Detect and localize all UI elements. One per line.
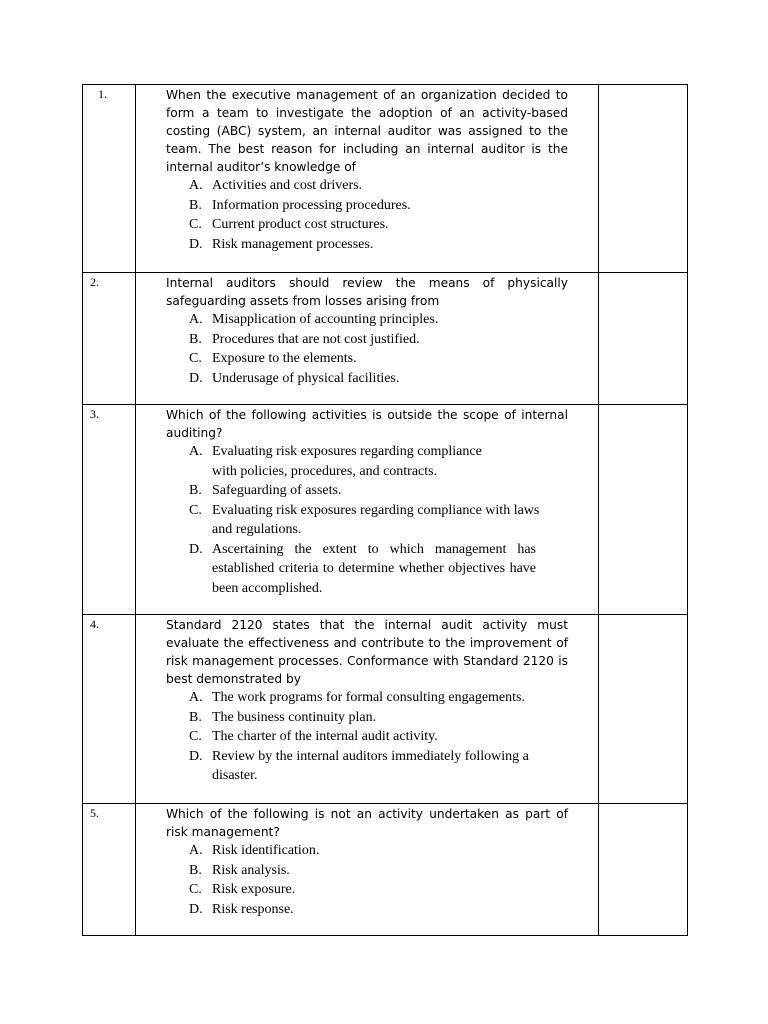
answer-cell[interactable]: [599, 804, 688, 936]
option-item: [189, 349, 568, 369]
question-number: 5.: [90, 806, 99, 820]
option-letter: C.: [189, 351, 202, 366]
option-letter: B.: [189, 709, 202, 725]
question-number-cell: [83, 615, 136, 804]
option-item: [189, 727, 568, 747]
option-item: [189, 747, 568, 786]
option-text: Information processing procedures.: [212, 197, 411, 213]
option-item: [189, 540, 568, 599]
option-text: Evaluating risk exposures regarding compliance with laws and regulations.: [212, 502, 540, 537]
option-text: Ascertaining the extent to which management has established criteria to determine whether objectives have been accomplished.: [212, 541, 536, 596]
option-text: The business continuity plan.: [212, 709, 377, 725]
option-letter: B.: [189, 197, 202, 213]
question-stem: When the executive management of an organization decided to form a team to investigate the adoption of an activity-based costing (ABC) system, an internal auditor was assigned to the team. The best reason for including an internal auditor is the internal auditor’s knowledge of: [166, 88, 568, 174]
question-stem: Which of the following activities is outside the scope of internal auditing?: [166, 408, 568, 440]
option-letter: A.: [189, 843, 203, 858]
option-text: Risk response.: [212, 901, 294, 917]
option-text: Procedures that are not cost justified.: [212, 331, 420, 347]
option-letter: C.: [189, 729, 202, 744]
option-letter: D.: [189, 901, 203, 917]
answer-cell[interactable]: [599, 405, 688, 615]
question-number: 3.: [90, 407, 99, 421]
option-letter: D.: [189, 236, 203, 252]
question-number-cell: [83, 405, 136, 615]
option-letter: A.: [189, 690, 203, 705]
option-text: Review by the internal auditors immediately following a disaster.: [212, 748, 529, 783]
answer-cell[interactable]: [599, 273, 688, 405]
option-text: Risk identification.: [212, 843, 320, 858]
option-item: [189, 196, 568, 216]
option-item: [189, 861, 568, 881]
option-item: [189, 708, 568, 728]
option-text: Safeguarding of assets.: [212, 483, 342, 498]
question-number: 4.: [90, 617, 99, 631]
option-letter: B.: [189, 483, 202, 498]
question-stem: Standard 2120 states that the internal audit activity must evaluate the effectiveness and contribute to the improvement of risk management processes. Conformance with Standard 2120 is best demonstrated by: [166, 618, 568, 686]
option-list: [166, 841, 568, 919]
option-list: [166, 176, 568, 254]
option-item: [189, 900, 568, 920]
option-text: Exposure to the elements.: [212, 351, 357, 366]
option-text: Underusage of physical facilities.: [212, 370, 400, 386]
option-item: [189, 176, 568, 196]
option-item: [189, 330, 568, 350]
question-stem: Internal auditors should review the means of physically safeguarding assets from losses arising from: [166, 276, 568, 308]
option-item: [189, 501, 568, 540]
option-text: Evaluating risk exposures regarding compliance with policies, procedures, and contracts.: [212, 444, 482, 479]
option-letter: D.: [189, 748, 203, 764]
option-letter: D.: [189, 370, 203, 386]
option-item: [189, 688, 568, 708]
option-letter: C.: [189, 882, 202, 897]
option-text: Risk analysis.: [212, 862, 290, 878]
option-list: [166, 688, 568, 786]
question-number-cell: [83, 85, 136, 273]
question-cell: [136, 615, 599, 804]
question-cell: [136, 273, 599, 405]
option-letter: A.: [189, 312, 203, 327]
option-letter: C.: [189, 502, 202, 518]
option-list: [166, 310, 568, 388]
question-row: [83, 405, 688, 615]
question-row: [83, 615, 688, 804]
question-number-cell: [83, 273, 136, 405]
question-number: 1.: [98, 87, 107, 101]
answer-cell[interactable]: [599, 85, 688, 273]
question-number: 2.: [90, 275, 99, 289]
question-row: [83, 804, 688, 936]
answer-cell[interactable]: [599, 615, 688, 804]
option-letter: C.: [189, 217, 202, 232]
option-list: [166, 442, 568, 598]
question-cell: [136, 804, 599, 936]
option-item: [189, 310, 568, 330]
question-number-cell: [83, 804, 136, 936]
question-cell: [136, 85, 599, 273]
option-text: The work programs for formal consulting engagements.: [212, 690, 525, 705]
option-text: The charter of the internal audit activity.: [212, 729, 438, 744]
option-text: Current product cost structures.: [212, 217, 389, 232]
option-item: [189, 880, 568, 900]
option-letter: A.: [189, 444, 203, 459]
question-cell: [136, 405, 599, 615]
option-item: [189, 481, 568, 501]
option-item: [189, 369, 568, 389]
option-item: [189, 215, 568, 235]
option-text: Misapplication of accounting principles.: [212, 312, 439, 327]
question-row: [83, 273, 688, 405]
option-letter: B.: [189, 331, 202, 347]
option-text: Risk exposure.: [212, 882, 296, 897]
question-row: [83, 85, 688, 273]
question-table: [82, 84, 688, 936]
option-item: [189, 841, 568, 861]
option-text: Activities and cost drivers.: [212, 178, 363, 193]
option-item: [189, 442, 568, 481]
option-letter: B.: [189, 862, 202, 878]
question-stem: Which of the following is not an activity undertaken as part of risk management?: [166, 807, 568, 839]
option-text: Risk management processes.: [212, 236, 374, 252]
option-item: [189, 235, 568, 255]
option-letter: A.: [189, 178, 203, 193]
option-letter: D.: [189, 541, 203, 557]
